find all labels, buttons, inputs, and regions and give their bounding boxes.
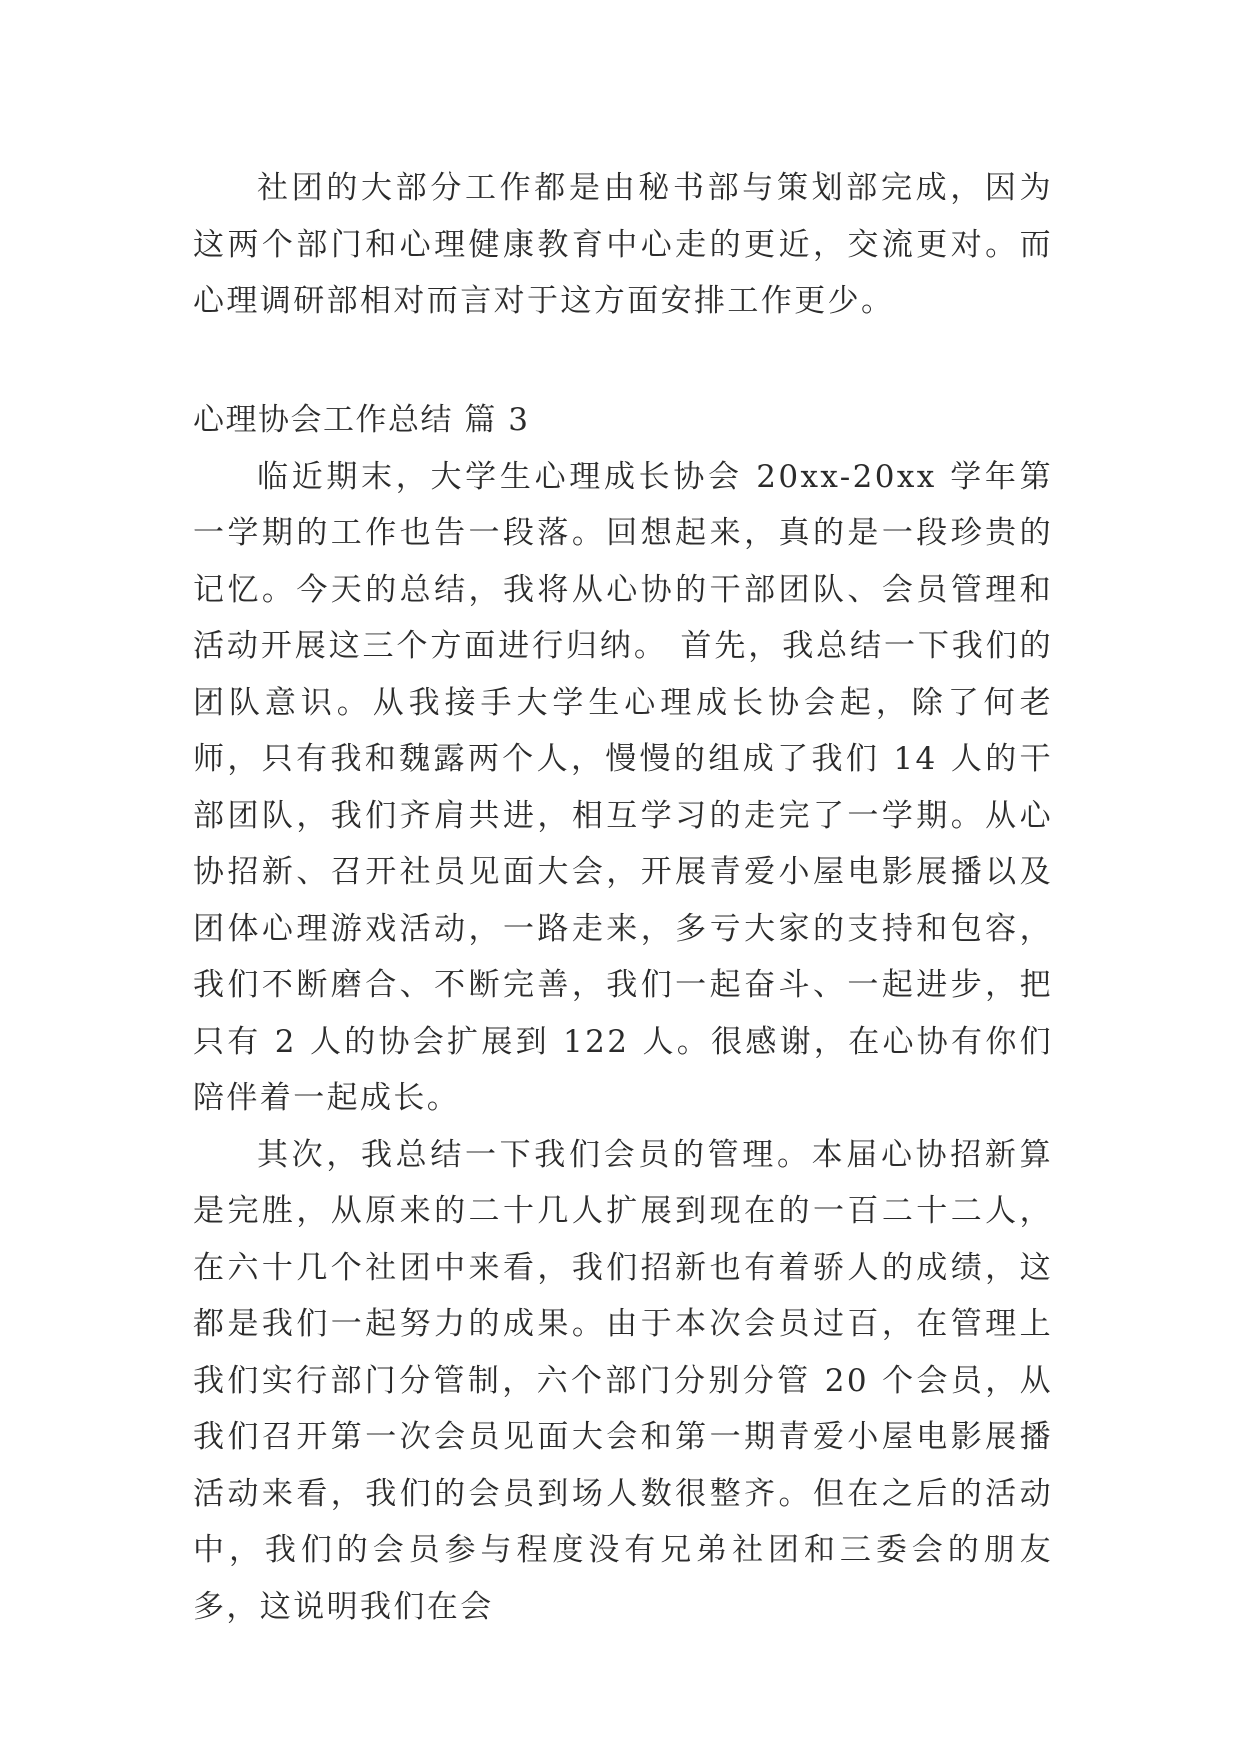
- intro-section: [193, 160, 1053, 330]
- section-3: [193, 392, 1053, 1635]
- section-heading: 心理协会工作总结 篇 3: [193, 402, 530, 438]
- body-paragraph-2: 其次，我总结一下我们会员的管理。本届心协招新算是完胜，从原来的二十几人扩展到现在的一百二十二人，在六十几个社团中来看，我们招新也有着骄人的成绩，这都是我们一起努力的成果。由于本次会员过百，在管理上我们实行部门分管制，六个部门分别分管 20 个会员，从我们召开第一次会员见面大会和第一期青爱小屋电影展播活动来看，我们的会员到场人数很整齐。但在之后的活动中，我们的会员参与程度没有兄弟社团和三委会的朋友多，这说明我们在会: [193, 1136, 1053, 1625]
- body-paragraph-1: 临近期末，大学生心理成长协会 20xx-20xx 学年第一学期的工作也告一段落。回想起来，真的是一段珍贵的记忆。今天的总结，我将从心协的干部团队、会员管理和活动开展这三个方面进行归纳。 首先，我总结一下我们的团队意识。从我接手大学生心理成长协会起，除了何老师，只有我和魏露两个人，慢慢的组成了我们 14 人的干部团队，我们齐肩共进，相互学习的走完了一学期。从心协招新、召开社员见面大会，开展青爱小屋电影展播以及团体心理游戏活动，一路走来，多亏大家的支持和包容，我们不断磨合、不断完善，我们一起奋斗、一起进步，把只有 2 人的协会扩展到 122 人。很感谢，在心协有你们陪伴着一起成长。: [193, 458, 1053, 1116]
- intro-paragraph: 社团的大部分工作都是由秘书部与策划部完成，因为这两个部门和心理健康教育中心走的更近，交流更对。而心理调研部相对而言对于这方面安排工作更少。: [193, 170, 1053, 319]
